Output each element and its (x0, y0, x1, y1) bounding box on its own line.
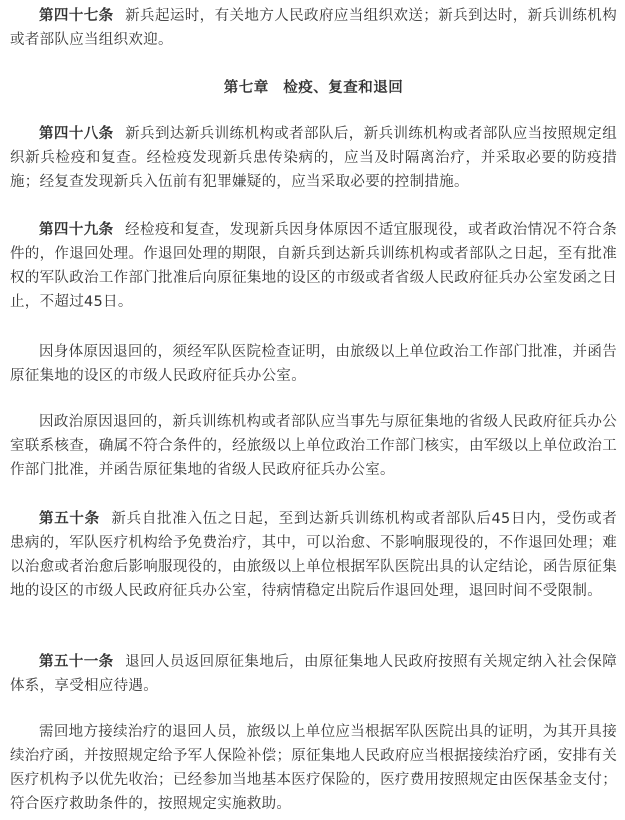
article-51-clause-treatment (10, 720, 617, 816)
article-51-paragraph (10, 650, 617, 698)
article-48-paragraph (10, 122, 617, 194)
article-text: 因政治原因退回的，新兵训练机构或者部队应当事先与原征集地的省级人民政府征兵办公室联系核查，确属不符合条件的，经旅级以上单位政治工作部门核实，由军级以上单位政治工作部门批准，并函告原征集地的省级人民政府征兵办公室。 (10, 414, 617, 478)
article-47-paragraph (10, 4, 617, 52)
article-number: 第五十条 (39, 511, 100, 527)
chapter-number: 第七章 (223, 80, 269, 96)
article-text: 新兵自批准入伍之日起，至到达新兵训练机构或者部队后45日内，受伤或者患病的，军队医疗机构给予免费治疗，其中，可以治愈、不影响服现役的，不作退回处理；难以治愈或者治愈后影响服现役的，由旅级以上单位根据军队医院出具的认定结论，函告原征集地的设区的市级人民政府征兵办公室，待病情稳定出院后作退回处理，退回时间不受限制。 (10, 511, 617, 599)
article-text: 因身体原因退回的，须经军队医院检查证明，由旅级以上单位政治工作部门批准，并函告原征集地的设区的市级人民政府征兵办公室。 (10, 344, 617, 384)
article-number: 第四十八条 (39, 126, 114, 142)
chapter-title: 检疫、复查和退回 (283, 80, 404, 96)
article-text: 经检疫和复查，发现新兵因身体原因不适宜服现役，或者政治情况不符合条件的，作退回处理。作退回处理的期限，自新兵到达新兵训练机构或者部队之日起，至有批准权的军队政治工作部门批准后向原征集地的设区的市级或者省级人民政府征兵办公室发函之日止，不超过45日。 (10, 222, 617, 310)
article-49-clause-physical (10, 340, 617, 388)
article-49-paragraph (10, 218, 617, 314)
article-number: 第五十一条 (39, 654, 114, 670)
chapter-heading (10, 76, 617, 100)
article-number: 第四十七条 (39, 8, 114, 24)
article-number: 第四十九条 (39, 222, 114, 238)
article-50-paragraph (10, 507, 617, 603)
article-text: 退回人员返回原征集地后，由原征集地人民政府按照有关规定纳入社会保障体系，享受相应待遇。 (10, 654, 617, 694)
article-text: 新兵到达新兵训练机构或者部队后，新兵训练机构或者部队应当按照规定组织新兵检疫和复查。经检疫发现新兵患传染病的，应当及时隔离治疗，并采取必要的防疫措施；经复查发现新兵入伍前有犯罪嫌疑的，应当采取必要的控制措施。 (10, 126, 617, 190)
article-text: 新兵起运时，有关地方人民政府应当组织欢送；新兵到达时，新兵训练机构或者部队应当组织欢迎。 (10, 8, 617, 48)
article-text: 需回地方接续治疗的退回人员，旅级以上单位应当根据军队医院出具的证明，为其开具接续治疗函，并按照规定给予军人保险补偿；原征集地人民政府应当根据接续治疗函，安排有关医疗机构予以优先收治；已经参加当地基本医疗保险的，医疗费用按照规定由医保基金支付；符合医疗救助条件的，按照规定实施救助。 (10, 724, 617, 812)
article-49-clause-political (10, 410, 617, 482)
